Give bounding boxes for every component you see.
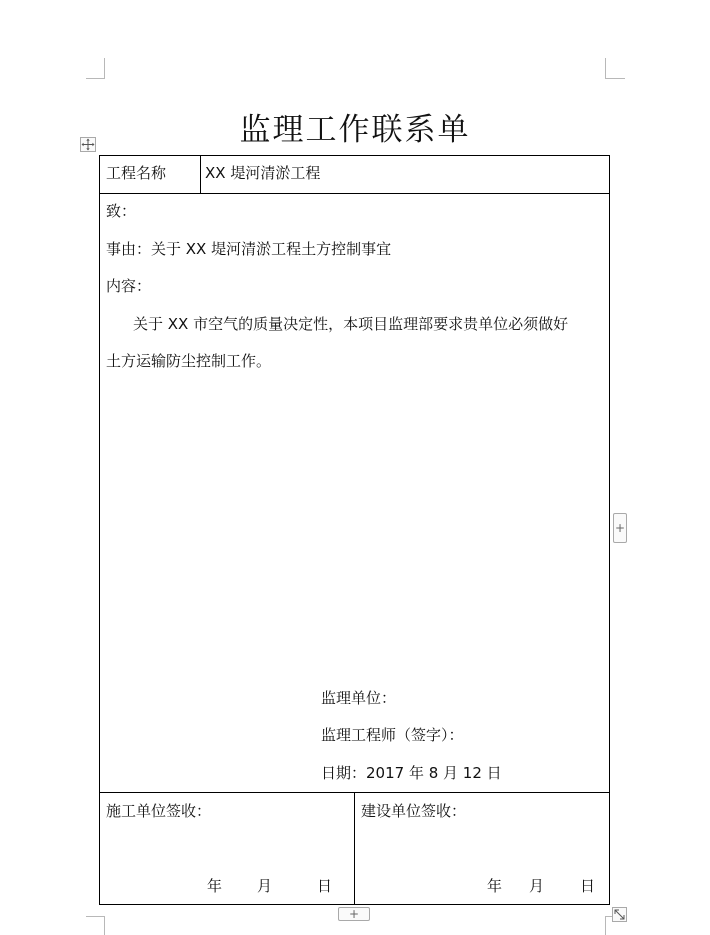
add-row-icon[interactable]: + bbox=[613, 513, 627, 543]
recipient-label: 致： bbox=[106, 202, 137, 220]
corner-mark-bottom-left bbox=[86, 916, 105, 935]
content-label: 内容： bbox=[106, 277, 152, 295]
project-name-label: 工程名称 bbox=[106, 164, 167, 182]
contact-form-table bbox=[99, 155, 610, 905]
content-paragraph-line-1: 关于 XX 市空气的质量决定性，本项目监理部要求贵单位必须做好 bbox=[133, 315, 569, 333]
add-column-icon[interactable]: + bbox=[338, 907, 370, 921]
supervision-unit-label: 监理单位： bbox=[321, 689, 397, 707]
project-name-value[interactable]: XX 堤河清淤工程 bbox=[205, 164, 321, 182]
resize-table-icon[interactable] bbox=[612, 907, 627, 922]
owner-unit-receipt-label: 建设单位签收： bbox=[361, 802, 467, 820]
subject-line: 事由：关于 XX 堤河清淤工程土方控制事宜 bbox=[106, 240, 392, 258]
construction-receipt-day: 日 bbox=[317, 877, 333, 895]
content-paragraph-line-2: 土方运输防尘控制工作。 bbox=[106, 352, 272, 370]
construction-unit-receipt-label: 施工单位签收： bbox=[106, 802, 212, 820]
document-title: 监理工作联系单 bbox=[239, 112, 471, 148]
owner-receipt-year: 年 bbox=[487, 877, 503, 895]
corner-mark-top-right bbox=[605, 58, 625, 79]
column-divider-header bbox=[200, 156, 201, 193]
owner-receipt-day: 日 bbox=[580, 877, 596, 895]
construction-receipt-month: 月 bbox=[257, 877, 273, 895]
corner-mark-bottom-right bbox=[605, 916, 612, 935]
issue-date: 日期：2017 年 8 月 12 日 bbox=[321, 764, 502, 782]
move-table-icon[interactable] bbox=[80, 137, 96, 152]
owner-receipt-month: 月 bbox=[529, 877, 545, 895]
column-divider-footer bbox=[354, 793, 355, 904]
row-divider-header bbox=[100, 193, 609, 194]
construction-receipt-year: 年 bbox=[207, 877, 223, 895]
supervision-engineer-signature-label: 监理工程师（签字）： bbox=[321, 726, 464, 744]
corner-mark-top-left bbox=[86, 58, 105, 79]
